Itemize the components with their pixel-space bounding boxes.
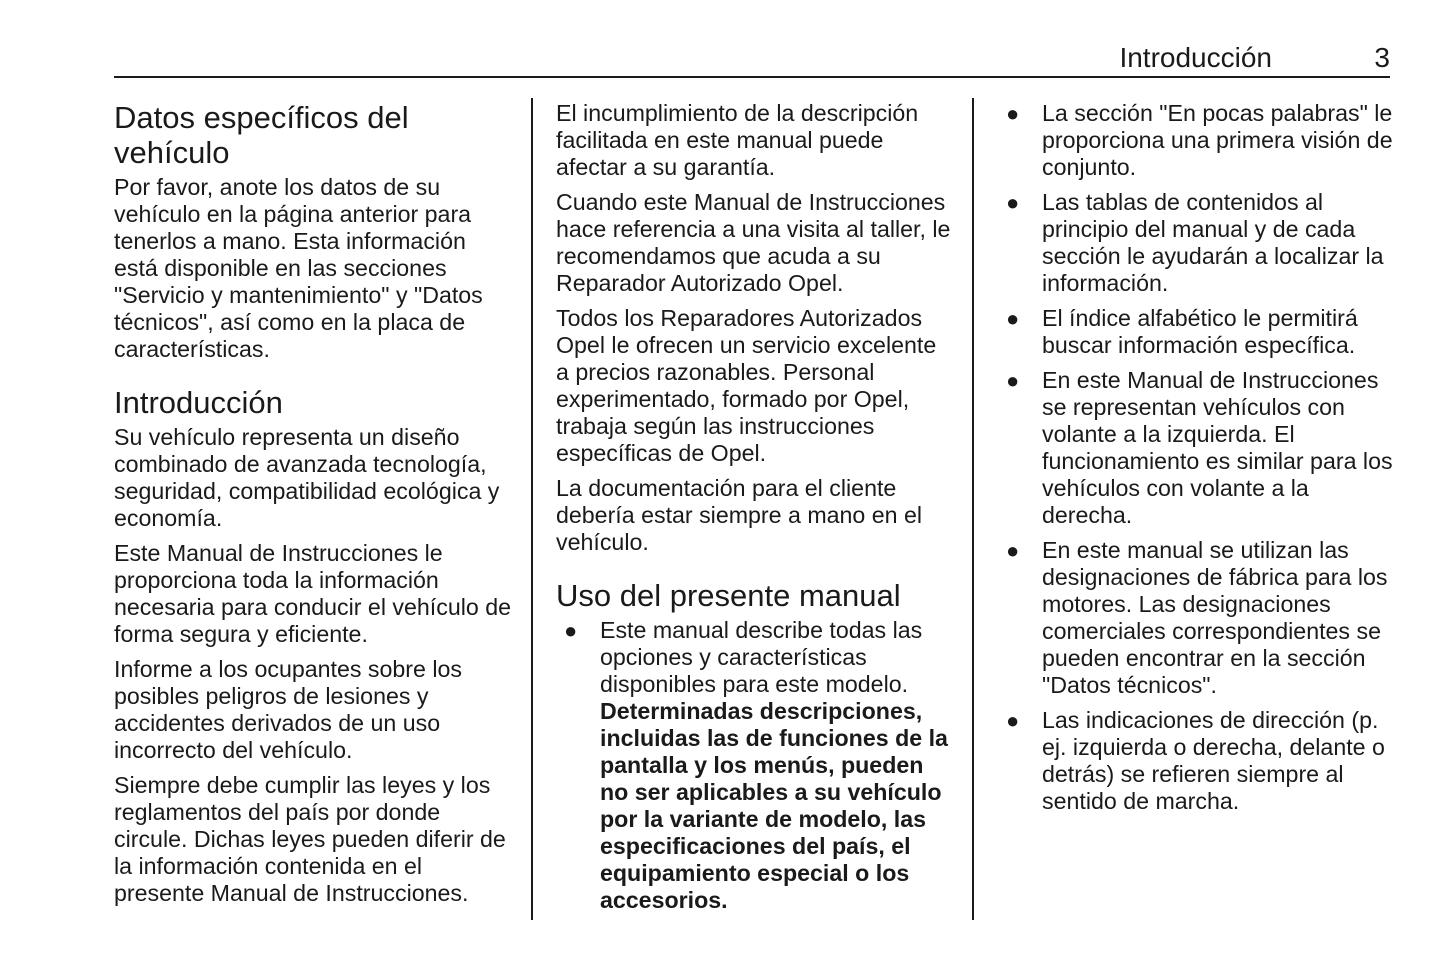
list-item: [998, 707, 1394, 815]
column-2: [556, 100, 952, 922]
paragraph: Informe a los ocupantes sobre los posibles peligros de lesiones y accidentes derivados de un uso incorrecto del vehículo.: [114, 656, 463, 763]
bullet-list: [998, 100, 1394, 815]
list-item-text: En este Manual de Instrucciones se representan vehículos con volante a la izquierda. El funcionamiento es similar para los vehículos con volante a la derecha.: [1042, 367, 1393, 528]
list-item: [998, 189, 1394, 297]
section-heading-introduction: Introducción: [114, 385, 283, 420]
bullet-icon: ●: [1006, 708, 1020, 733]
section-heading-vehicle-data: Datos específicos del vehículo: [114, 100, 409, 170]
list-item: [556, 617, 952, 914]
bullet-icon: ●: [564, 618, 578, 643]
list-item-text: Este manual describe todas las opciones y características disponibles para este modelo.: [600, 617, 923, 697]
bullet-icon: ●: [1006, 190, 1020, 215]
column-divider: [531, 98, 533, 920]
list-item: [998, 100, 1394, 181]
bullet-icon: ●: [1006, 368, 1020, 393]
bullet-icon: ●: [1006, 538, 1020, 563]
page-header: [114, 40, 1390, 78]
section-heading-manual-usage: Uso del presente manual: [556, 578, 901, 613]
list-item-text: La sección "En pocas palabras" le proporciona una primera visión de conjunto.: [1042, 100, 1393, 180]
bullet-icon: ●: [1006, 101, 1020, 126]
paragraph: Cuando este Manual de Instrucciones hace referencia a una visita al taller, le recomendamos que acuda a su Reparador Autorizado Opel.: [556, 189, 951, 296]
paragraph: Todos los Reparadores Autorizados Opel le ofrecen un servicio excelente a precios razonables. Personal experimentado, formado por Opel, trabaja según las instrucciones específicas de Opel.: [556, 305, 937, 466]
column-divider: [972, 98, 974, 920]
page-number: 3: [1374, 42, 1390, 73]
list-item-text: Las tablas de contenidos al principio del manual y de cada sección le ayudarán a localizar la información.: [1042, 189, 1384, 296]
list-item-bold-text: Determinadas descripciones, incluidas las de funciones de la pantalla y los menús, pueden no ser aplicables a su vehículo por la variante de modelo, las especificaciones del país, el equipamiento especial o los accesorios.: [600, 698, 948, 913]
list-item-text: En este manual se utilizan las designaciones de fábrica para los motores. Las designaciones comerciales correspondientes se pueden encontrar en la sección "Datos técnicos".: [1042, 537, 1388, 698]
paragraph: Este Manual de Instrucciones le proporciona toda la información necesaria para conducir el vehículo de forma segura y eficiente.: [114, 540, 512, 647]
column-3: [998, 100, 1394, 823]
column-1: [114, 100, 512, 915]
list-item: [998, 367, 1394, 529]
header-title: Introducción: [1119, 42, 1272, 73]
paragraph: Por favor, anote los datos de su vehículo en la página anterior para tenerlos a mano. Esta información está disponible en las secciones "Servicio y mantenimiento" y "Datos técnicos", así como en la placa de características.: [114, 174, 483, 362]
list-item-text: Las indicaciones de dirección (p. ej. izquierda o derecha, delante o detrás) se refieren siempre al sentido de marcha.: [1042, 707, 1385, 814]
bullet-list: [556, 617, 952, 914]
list-item: [998, 537, 1394, 699]
paragraph: Siempre debe cumplir las leyes y los reglamentos del país por donde circule. Dichas leyes pueden diferir de la información contenida en el presente Manual de Instrucciones.: [114, 772, 506, 906]
list-item-text: El índice alfabético le permitirá buscar información específica.: [1042, 305, 1358, 358]
paragraph: El incumplimiento de la descripción facilitada en este manual puede afectar a su garantía.: [556, 100, 919, 180]
paragraph: La documentación para el cliente debería estar siempre a mano en el vehículo.: [556, 475, 923, 555]
bullet-icon: ●: [1006, 306, 1020, 331]
paragraph: Su vehículo representa un diseño combinado de avanzada tecnología, seguridad, compatibilidad ecológica y economía.: [114, 424, 500, 531]
list-item: [998, 305, 1394, 359]
